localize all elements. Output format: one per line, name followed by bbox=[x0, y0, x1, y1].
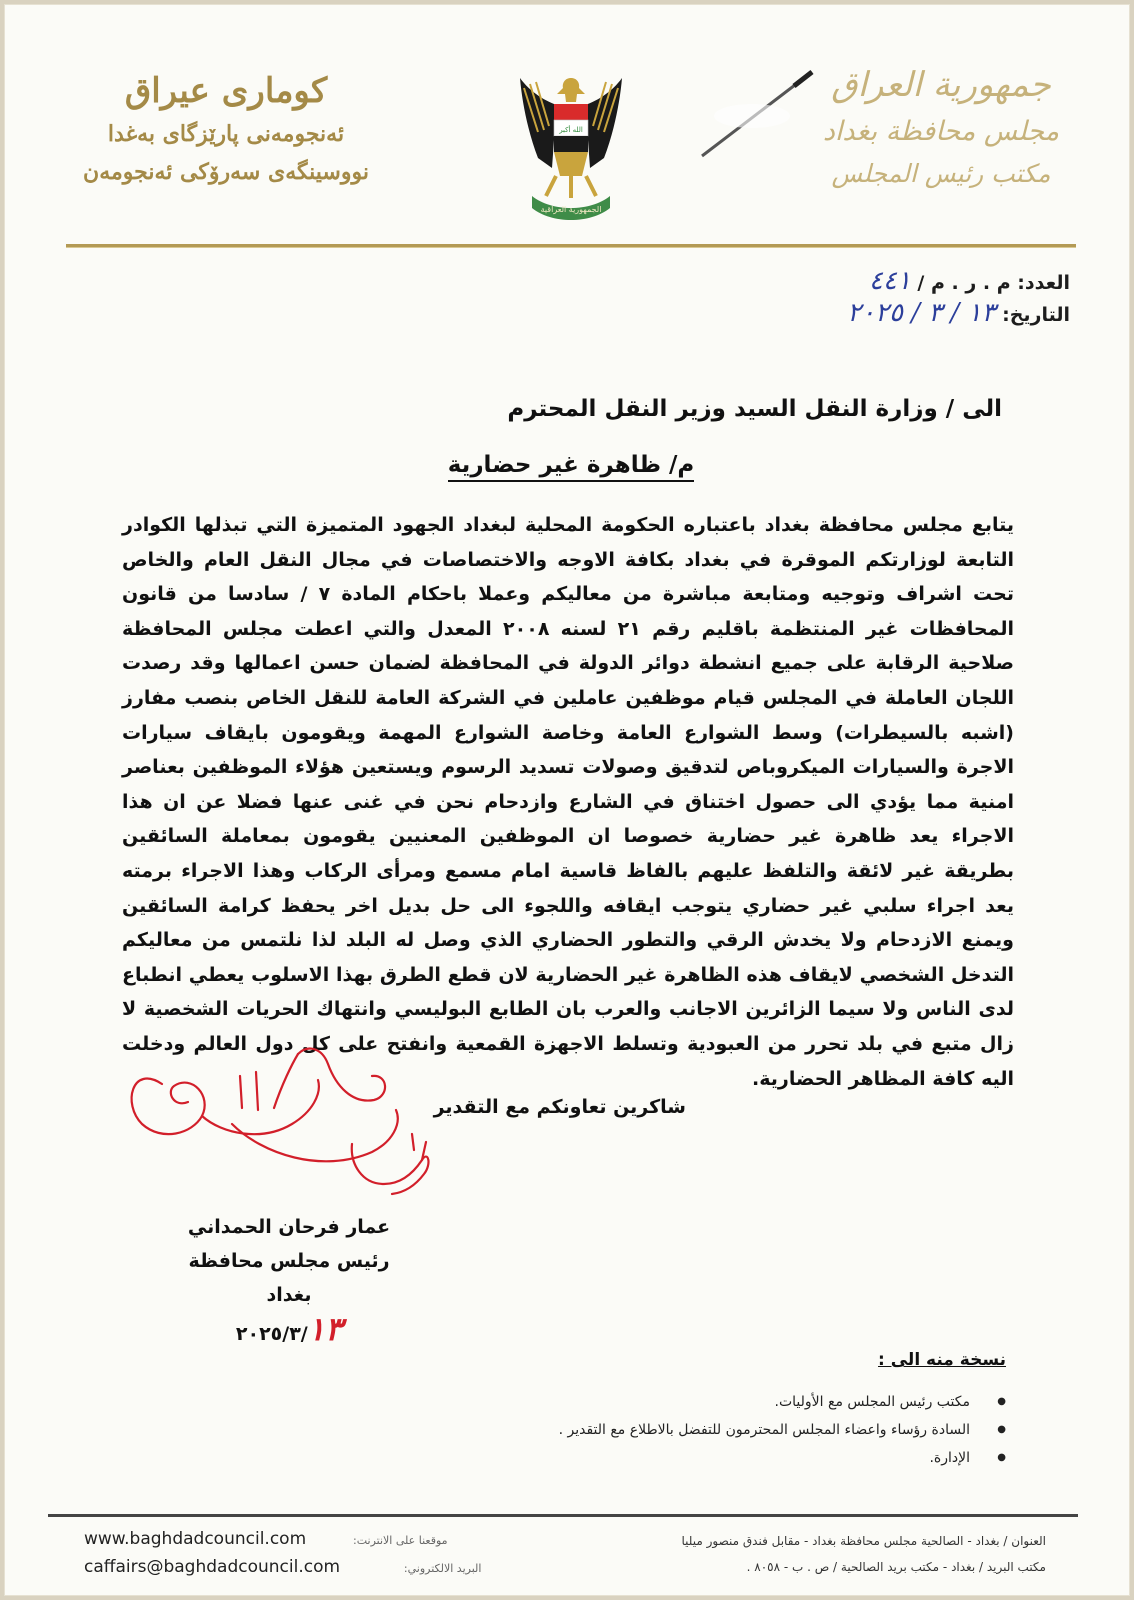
handwritten-signature-icon bbox=[122, 1024, 452, 1214]
reference-block bbox=[847, 266, 1070, 330]
arabic-line-3: مكتب رئيس المجلس bbox=[831, 159, 1051, 188]
recipient-line: الى / وزارة النقل السيد وزير النقل المحترم bbox=[507, 396, 1002, 422]
number-label: العدد: bbox=[1017, 272, 1070, 294]
website-label: موقعنا على الانترنت: bbox=[353, 1534, 448, 1547]
kurdish-letterhead bbox=[66, 68, 386, 190]
number-handwritten: ٤٤١ bbox=[868, 266, 911, 296]
arabic-letterhead bbox=[806, 60, 1076, 194]
letter-body: يتابع مجلس محافظة بغداد باعتباره الحكومة المحلية لبغداد الجهود المتميزة التي تبذلها الكوادر التابعة لوزارتكم الموقرة في بغداد بكافة الاوجه والاختصاصات في مجال النقل العام والخاص تحت اشراف وتوجيه ومتابعة مباشرة من معاليكم وعملا باحكام المادة ٧ / سادسا من قانون المحافظات غير المنتظمة باقليم رقم ٢١ لسنه ٢٠٠٨ المعدل والتي اعطت مجلس المحافظة صلاحية الرقابة على جميع انشطة دوائر الدولة في المحافظة لضمان حسن اعمالها وقد رصدت اللجان العاملة في المجلس قيام موظفين عاملين في الشركة العامة للنقل الخاص بنصب مفارز (اشبه بالسيطرات) وسط الشوارع العامة وخاصة الشوارع المهمة ويقومون بايقاف سيارات الاجرة والسيارات الميكروباص لتدقيق وصولات تسديد الرسوم ويستعين هؤلاء الموظفين بعناصر امنية مما يؤدي الى حصول اختناق في الشارع وازدحام نحن في غنى عنها فضلا عن ان هذا الاجراء يعد ظاهرة غير حضارية خصوصا ان الموظفين المعنيين يقومون بمعاملة السائقين بطريقة غير لائقة والتلفظ عليهم بالفاظ قاسية امام مسمع ومرأى الركاب وهذا الاجراء برمته يعد اجراء سلبي غير حضاري يتوجب ايقافه واللجوء الى حل بديل اخر يحفظ كرامة السائقين ويمنع الازدحام ولا يخدش الرقي والتطور الحضاري الذي وصل له البلد لذا نلتمس من معاليكم التدخل الشخصي لايقاف هذه الظاهرة غير الحضارية لان قطع الطرق بهذا الاسلوب يعطي انطباع لدى الناس ولا سيما الزائرين الاجانب والعرب بان الطابع البوليسي وانتهاك الحريات الشخصية لا زال متبع في بلد تحرر من العبودية وتسلط الاجهزة القمعية وانفتح على كل دول العالم ودخلت اليه كافة المظاهر الحضارية. bbox=[122, 514, 1014, 1090]
postal-line: مكتب البريد / بغداد - مكتب بريد الصالحية / ص . ب - ٨٠٥٨ . bbox=[746, 1560, 1046, 1574]
email-label: البريد الالكتروني: bbox=[403, 1562, 482, 1575]
email-link[interactable]: caffairs@baghdadcouncil.com bbox=[84, 1557, 341, 1577]
closing-line: شاكرين تعاونكم مع التقدير bbox=[433, 1096, 686, 1118]
signature-date bbox=[164, 1312, 414, 1351]
header-divider bbox=[66, 244, 1076, 248]
arabic-line-2: مجلس محافظة بغداد bbox=[822, 116, 1060, 147]
iraq-eagle-emblem-icon bbox=[516, 72, 626, 224]
subject-line bbox=[4, 452, 1134, 478]
signatory-name: عمار فرحان الحمداني bbox=[187, 1216, 391, 1238]
signatory-title: رئيس مجلس محافظة بغداد bbox=[188, 1250, 390, 1306]
letter-sheet bbox=[4, 4, 1130, 1596]
reference-date bbox=[847, 298, 1070, 330]
footer-address bbox=[681, 1528, 1046, 1580]
signatory-block bbox=[164, 1210, 414, 1351]
subject-text: م/ ظاهرة غير حضارية bbox=[448, 452, 695, 482]
address-line: العنوان / بغداد - الصالحية مجلس محافظة بغداد - مقابل فندق منصور ميليا bbox=[681, 1534, 1046, 1548]
website-link[interactable]: www.baghdadcouncil.com bbox=[84, 1529, 307, 1549]
emblem-ribbon-text: الجمهورية العراقية bbox=[540, 205, 602, 214]
copies-title: نسخة منه الى : bbox=[878, 1350, 1006, 1370]
signature-date-printed: ٢٠٢٥/٣/ bbox=[235, 1323, 308, 1345]
signature-date-handwritten: ١٣ bbox=[307, 1310, 343, 1348]
kurdish-line-2: ئەنجومەنی پارێزگای بەغدا bbox=[107, 121, 345, 147]
date-handwritten: ١٣ / ٣ / ٢٠٢٥ bbox=[847, 298, 996, 328]
footer-divider bbox=[48, 1514, 1078, 1517]
copies-item: ● مكتب رئيس المجلس مع الأوليات. bbox=[406, 1388, 1006, 1416]
reference-number bbox=[847, 266, 1070, 298]
copies-item: ● السادة رؤساء واعضاء المجلس المحترمون للتفضل بالاطلاع مع التقدير . bbox=[406, 1416, 1006, 1444]
emblem-text: الله أكبر bbox=[559, 126, 583, 134]
footer-contacts bbox=[84, 1526, 481, 1582]
copies-item: ● الإدارة. bbox=[406, 1444, 1006, 1472]
number-prefix: م . ر . م / bbox=[917, 272, 1011, 294]
date-label: التاريخ: bbox=[1002, 304, 1070, 326]
kurdish-line-3: نووسینگەی سەرۆکی ئەنجومەن bbox=[83, 159, 369, 185]
arabic-line-1: جمهورية العراق bbox=[831, 65, 1051, 105]
copies-list bbox=[406, 1388, 1006, 1472]
kurdish-line-1: کوماری عیراق bbox=[124, 71, 328, 111]
